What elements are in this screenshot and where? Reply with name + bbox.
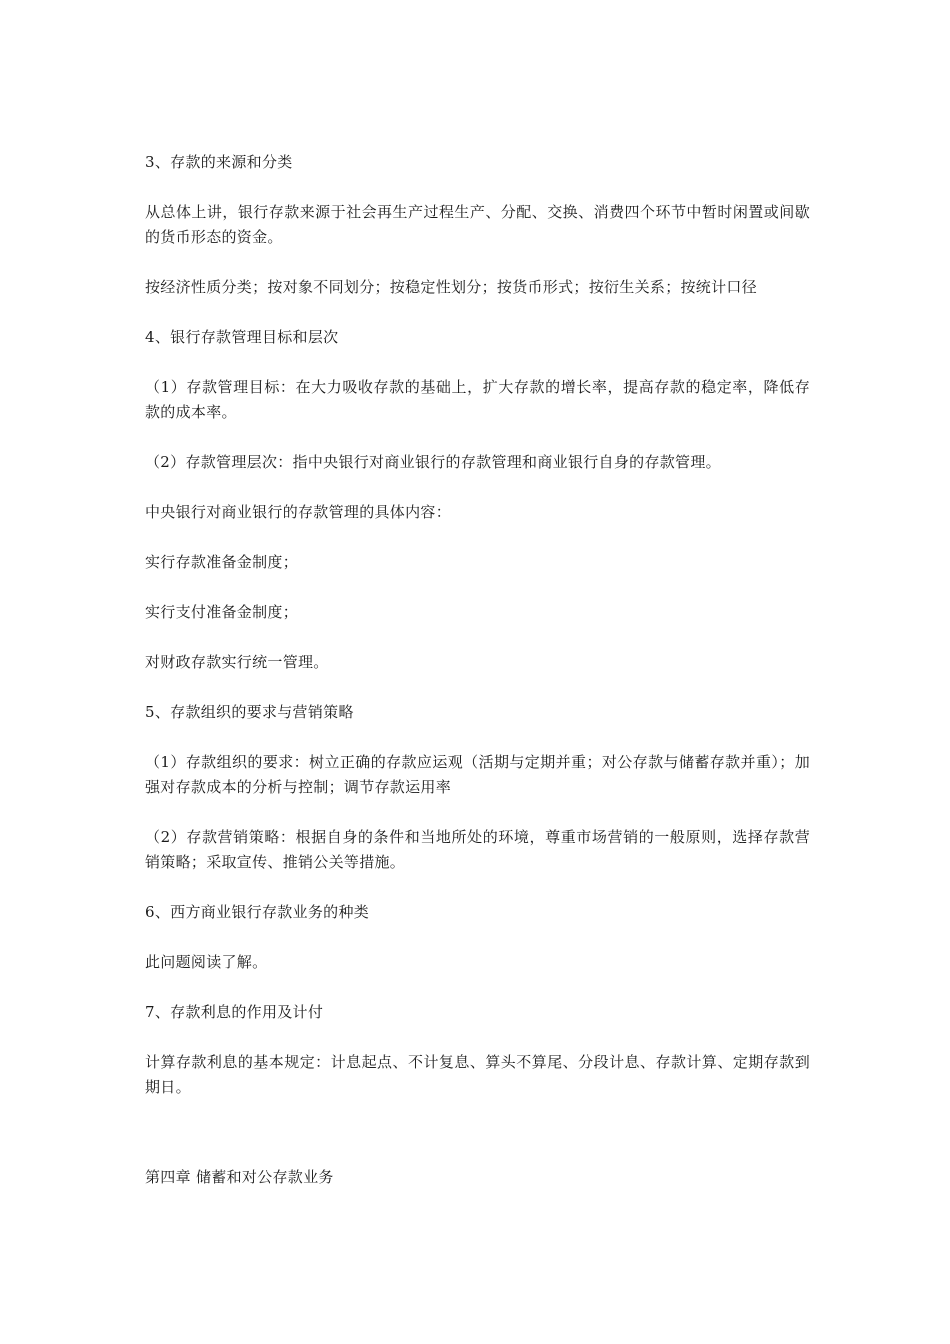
section-heading-3: 3、存款的来源和分类 xyxy=(145,153,293,171)
spacer xyxy=(145,1125,810,1165)
section-heading-6: 6、西方商业银行存款业务的种类 xyxy=(145,903,370,921)
list-item-fiscal-deposit: 对财政存款实行统一管理。 xyxy=(145,653,329,671)
paragraph-management-goal: （1）存款管理目标：在大力吸收存款的基础上，扩大存款的增长率，提高存款的稳定率，降低存款的成本率。 xyxy=(145,378,810,421)
paragraph-central-bank-content: 中央银行对商业银行的存款管理的具体内容： xyxy=(145,503,452,521)
section-heading-5: 5、存款组织的要求与营销策略 xyxy=(145,703,354,721)
section-heading-7: 7、存款利息的作用及计付 xyxy=(145,1003,324,1021)
paragraph-deposit-classification: 按经济性质分类；按对象不同划分；按稳定性划分；按货币形式；按衍生关系；按统计口径 xyxy=(145,278,758,296)
paragraph-management-level: （2）存款管理层次：指中央银行对商业银行的存款管理和商业银行自身的存款管理。 xyxy=(145,453,721,471)
paragraph-interest-rules: 计算存款利息的基本规定：计息起点、不计复息、算头不算尾、分段计息、存款计算、定期存款到期日。 xyxy=(145,1053,810,1096)
paragraph-organization-requirements: （1）存款组织的要求：树立正确的存款应运观（活期与定期并重；对公存款与储蓄存款并重）；加强对存款成本的分析与控制；调节存款运用率 xyxy=(145,753,810,796)
list-item-payment-reserve: 实行支付准备金制度； xyxy=(145,603,299,621)
section-heading-4: 4、银行存款管理目标和层次 xyxy=(145,328,339,346)
paragraph-reading-note: 此问题阅读了解。 xyxy=(145,953,268,971)
document-body xyxy=(145,150,810,1215)
list-item-reserve-system: 实行存款准备金制度； xyxy=(145,553,299,571)
paragraph-marketing-strategy: （2）存款营销策略：根据自身的条件和当地所处的环境，尊重市场营销的一般原则，选择存款营销策略；采取宣传、推销公关等措施。 xyxy=(145,828,810,871)
paragraph-deposit-source: 从总体上讲，银行存款来源于社会再生产过程生产、分配、交换、消费四个环节中暂时闲置或间歇的货币形态的资金。 xyxy=(145,203,810,246)
chapter-title: 第四章 储蓄和对公存款业务 xyxy=(145,1168,334,1186)
